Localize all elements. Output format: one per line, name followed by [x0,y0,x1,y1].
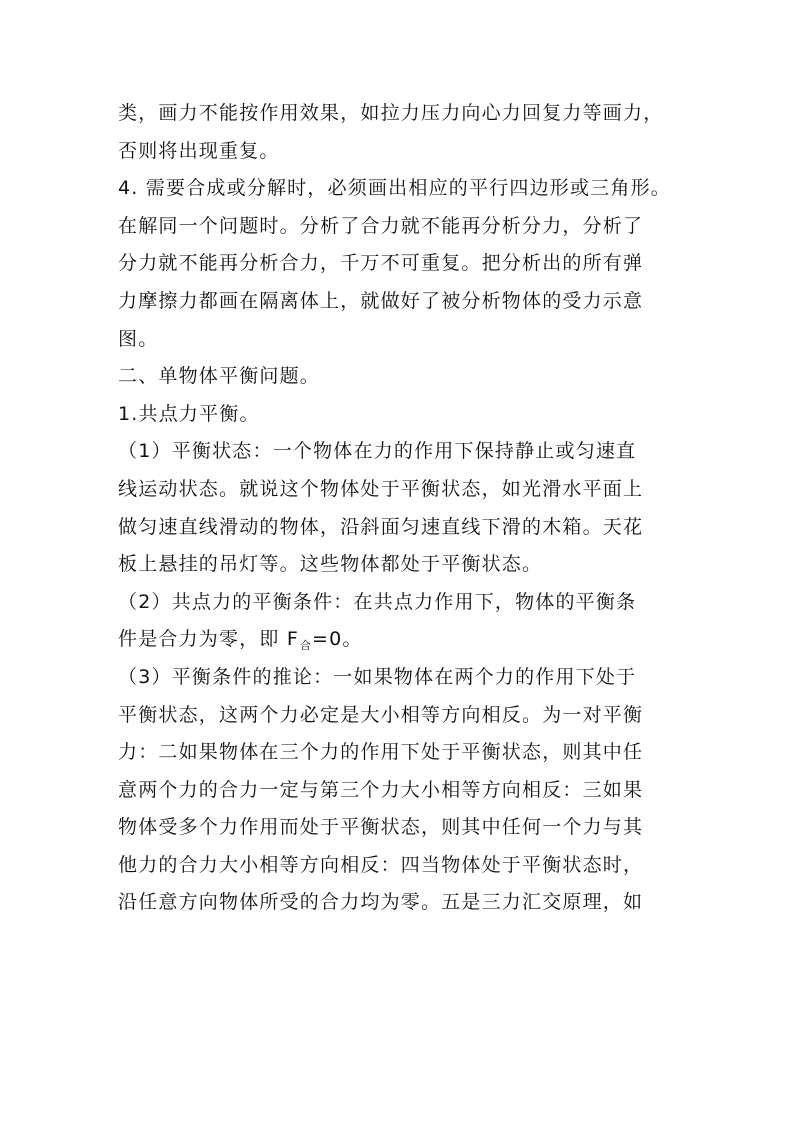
formula-subscript: 合 [299,639,311,653]
text-line: （1）平衡状态：一个物体在力的作用下保持静止或匀速直 [118,440,637,463]
text-line: 线运动状态。就说这个物体处于平衡状态，如光滑水平面上 [118,477,644,500]
section-heading: 二、单物体平衡问题。 [118,365,321,388]
text-line: 力：二如果物体在三个力的作用下处于平衡状态，则其中任 [118,741,644,764]
text-line: 分力就不能再分析合力，千万不可重复。把分析出的所有弹 [118,252,644,275]
text-line: 意两个力的合力一定与第三个力大小相等方向相反：三如果 [118,778,644,801]
subsection-heading: 1.共点力平衡。 [118,402,260,425]
document-body [118,95,688,922]
text-line: 在解同一个问题时。分析了合力就不能再分析分力，分析了 [118,214,644,237]
formula-tail: =0。 [311,628,363,651]
formula-text: 件是合力为零，即 F [118,628,299,651]
text-line: （3）平衡条件的推论：一如果物体在两个力的作用下处于 [118,665,637,688]
text-line: 沿任意方向物体所受的合力均为零。五是三力汇交原理，如 [118,891,644,914]
text-line: 他力的合力大小相等方向相反：四当物体处于平衡状态时， [118,853,644,876]
text-line: 物体受多个力作用而处于平衡状态，则其中任何一个力与其 [118,816,644,839]
text-line: （2）共点力的平衡条件：在共点力作用下，物体的平衡条 [118,590,637,613]
text-line: 图。 [118,327,159,350]
text-line: 平衡状态，这两个力必定是大小相等方向相反。为一对平衡 [118,703,644,726]
text-line: 否则将出现重复。 [118,139,280,162]
text-line: 做匀速直线滑动的物体，沿斜面匀速直线下滑的木箱。天花 [118,515,644,538]
text-line: 力摩擦力都画在隔离体上，就做好了被分析物体的受力示意 [118,289,644,312]
text-line: 类，画力不能按作用效果，如拉力压力向心力回复力等画力， [118,102,664,124]
text-line: 4. 需要合成或分解时，必须画出相应的平行四边形或三角形。 [118,177,671,200]
formula-line [118,621,688,659]
text-line: 板上悬挂的吊灯等。这些物体都处于平衡状态。 [118,553,543,576]
